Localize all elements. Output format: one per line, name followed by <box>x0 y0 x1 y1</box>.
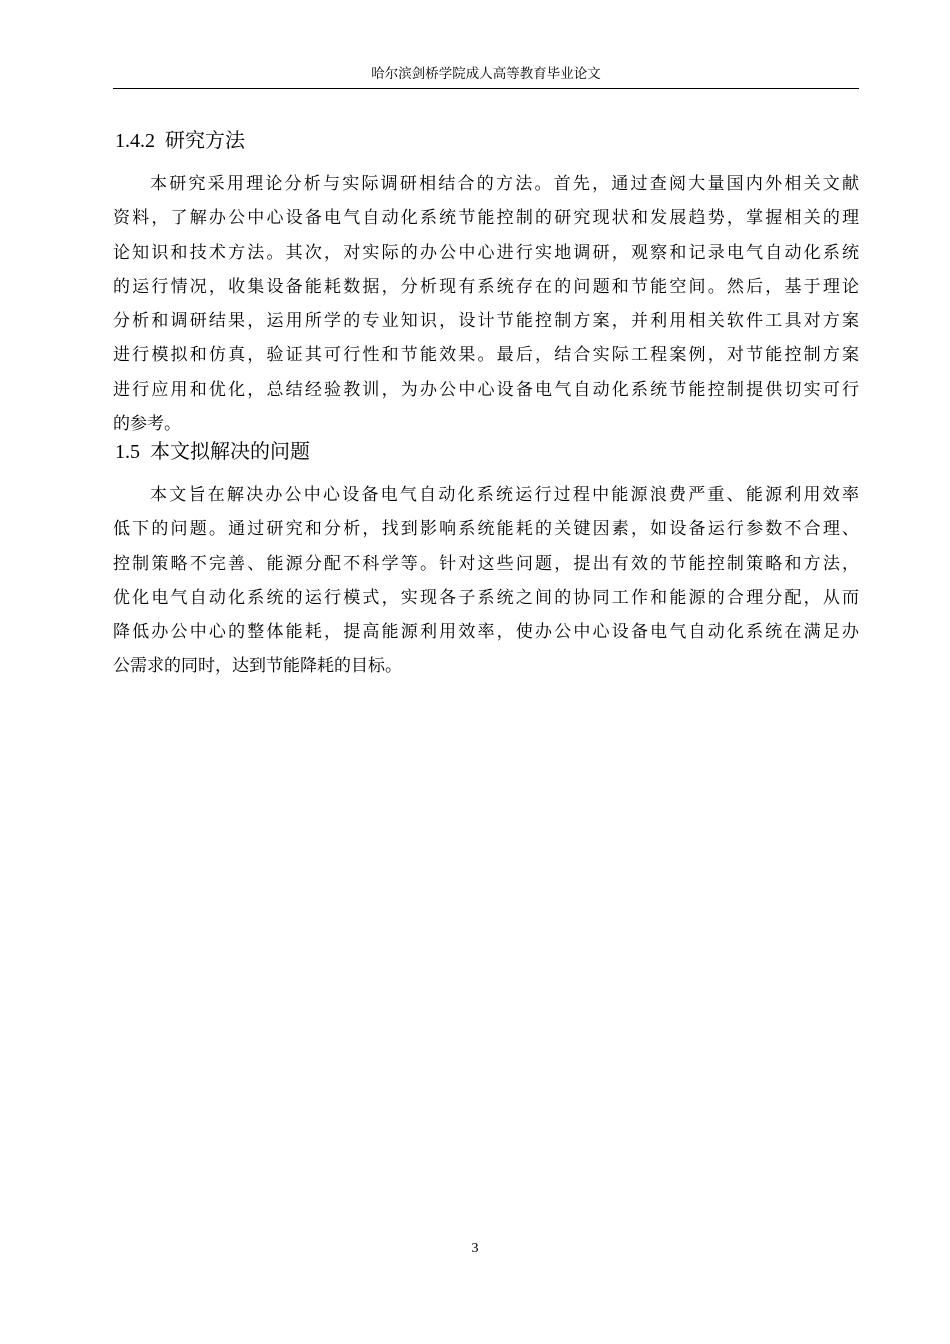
paragraph-line: 进行模拟和仿真，验证其可行性和节能效果。最后，结合实际工程案例，对节能控制方案 <box>113 345 859 366</box>
page-number: 3 <box>471 1241 479 1256</box>
section-heading-1-4-2 <box>115 127 245 154</box>
paragraph-research-methods <box>113 167 859 441</box>
section-heading-1-5 <box>115 438 310 465</box>
paragraph-line: 公需求的同时，达到节能降耗的目标。 <box>113 656 402 677</box>
page-header <box>113 64 859 89</box>
section-title: 本文拟解决的问题 <box>150 439 310 463</box>
paragraph-line: 论知识和技术方法。其次，对实际的办公中心进行实地调研，观察和记录电气自动化系统 <box>113 242 859 263</box>
paragraph-line: 低下的问题。通过研究和分析，找到影响系统能耗的关键因素，如设备运行参数不合理、 <box>113 519 859 540</box>
paragraph-problems-to-solve <box>113 478 859 684</box>
paragraph-line: 优化电气自动化系统的运行模式，实现各子系统之间的协同工作和能源的合理分配，从而 <box>113 587 859 608</box>
section-number: 1.4.2 <box>115 130 155 152</box>
paragraph-line: 资料，了解办公中心设备电气自动化系统节能控制的研究现状和发展趋势，掌握相关的理 <box>113 208 859 229</box>
header-title: 哈尔滨剑桥学院成人高等教育毕业论文 <box>371 66 601 82</box>
paragraph-line: 的运行情况，收集设备能耗数据，分析现有系统存在的问题和节能空间。然后，基于理论 <box>113 276 859 297</box>
paragraph-line: 控制策略不完善、能源分配不科学等。针对这些问题，提出有效的节能控制策略和方法， <box>113 553 859 574</box>
section-title: 研究方法 <box>165 128 245 152</box>
paragraph-line: 进行应用和优化，总结经验教训，为办公中心设备电气自动化系统节能控制提供切实可行 <box>113 379 859 400</box>
paragraph-line: 本研究采用理论分析与实际调研相结合的方法。首先，通过查阅大量国内外相关文献 <box>150 174 859 194</box>
paragraph-line: 降低办公中心的整体能耗，提高能源利用效率，使办公中心设备电气自动化系统在满足办 <box>113 622 859 643</box>
paragraph-line: 本文旨在解决办公中心设备电气自动化系统运行过程中能源浪费严重、能源利用效率 <box>150 485 859 505</box>
paragraph-line: 分析和调研结果，运用所学的专业知识，设计节能控制方案，并利用相关软件工具对方案 <box>113 311 859 332</box>
section-number: 1.5 <box>115 441 140 463</box>
paragraph-line: 的参考。 <box>113 414 181 435</box>
